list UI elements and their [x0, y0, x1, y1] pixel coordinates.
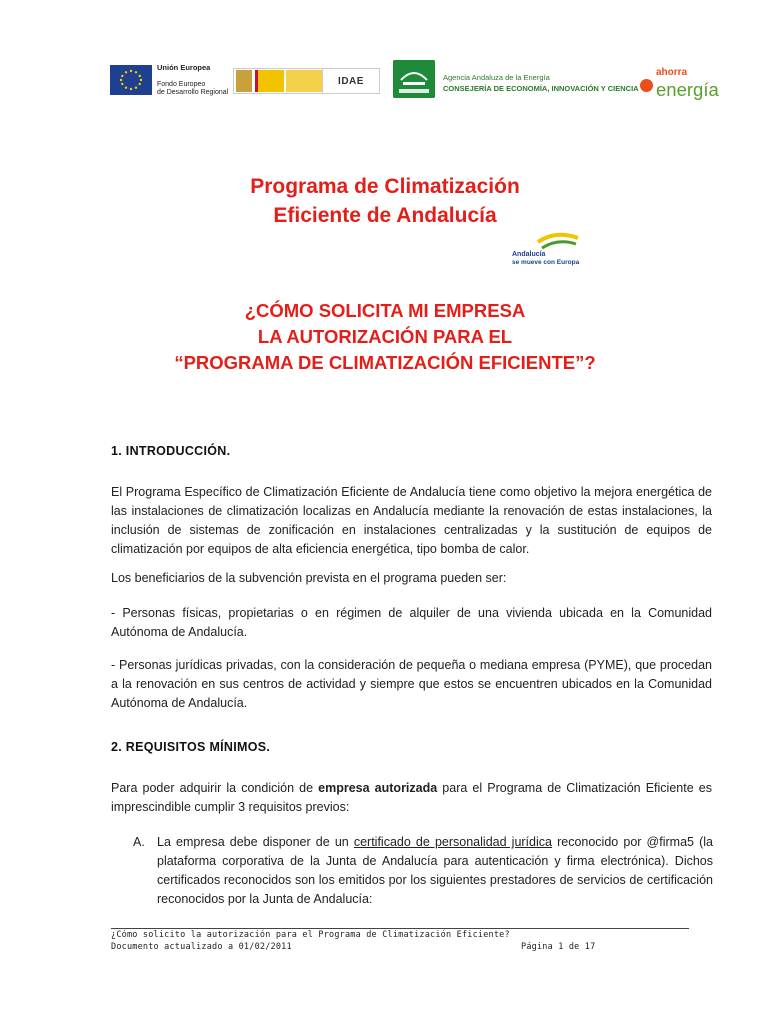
consejeria-name: CONSEJERÍA DE ECONOMÍA, INNOVACIÓN Y CIENCIA — [443, 84, 639, 93]
document-title: Programa de Climatización Eficiente de Andalucía — [250, 175, 520, 227]
section-2-heading: 2. REQUISITOS MÍNIMOS. — [111, 740, 271, 754]
junta-andalucia-logo — [393, 60, 435, 98]
footer-page-number: Página 1 de 17 — [521, 942, 596, 952]
ahorra-energia-logo: ahorra energía — [640, 68, 719, 103]
footer-doc-title: ¿Cómo solicito la autorización para el Programa de Climatización Eficiente? — [111, 930, 510, 940]
agency-name: Agencia Andaluza de la Energía — [443, 73, 550, 82]
section-1-heading: 1. INTRODUCCIÓN. — [111, 444, 231, 458]
beneficiary-item-1: - Personas físicas, propietarias o en régimen de alquiler de una vivienda ubicada en la Comunidad Autónoma de Andalucía. — [111, 606, 712, 639]
idae-logo: IDAE — [322, 68, 380, 94]
question-heading: ¿CÓMO SOLICITA MI EMPRESA LA AUTORIZACIÓN PARA EL “PROGRAMA DE CLIMATIZACIÓN EFICIENTE”? — [174, 300, 596, 373]
requirement-item-a — [133, 833, 713, 909]
agency-logo-text — [443, 72, 639, 94]
beneficiary-item-2: - Personas jurídicas privadas, con la consideración de pequeña o mediana empresa (PYME), que procedan a la renovación en sus centros de actividad y siempre que estos se encuentren ubicados en la Comunidad Autónoma de Andalucía. — [111, 658, 712, 710]
certificado-link[interactable]: certificado de personalidad jurídica — [353, 835, 552, 849]
eu-title: Unión Europea — [157, 63, 211, 72]
spain-crest-icon — [236, 70, 252, 92]
eu-fund-line1: Fondo Europeo — [157, 81, 206, 88]
eu-logo-text — [157, 64, 228, 97]
intro-paragraph-2: Los beneficiarios de la subvención prevista en el programa pueden ser: — [111, 571, 507, 585]
empresa-autorizada-emphasis: empresa autorizada — [318, 781, 438, 795]
intro-paragraph-1: El Programa Específico de Climatización Eficiente de Andalucía tiene como objetivo la mejora energética de las instalaciones de climatización localizas en Andalucía mediante la renovación de estas instalaciones, la inclusión de sistemas de zonificación en instalaciones centralizadas y la sustitución de equipos de climatización por equipos de alta eficiencia energética, tipo bomba de calor. — [111, 485, 712, 556]
footer-updated-date: Documento actualizado a 01/02/2011 — [111, 942, 292, 952]
svg-text:Andalucía: Andalucía — [512, 251, 546, 258]
item-label: A. — [133, 835, 145, 849]
andalucia-europa-logo — [512, 232, 582, 266]
eu-fund-line2: de Desarrollo Regional — [157, 89, 229, 96]
ahorra-icon — [640, 79, 653, 92]
eu-flag-logo — [110, 65, 152, 95]
svg-text:se mueve con Europa: se mueve con Europa — [512, 259, 580, 266]
requisitos-intro: Para poder adquirir la condición de empresa autorizada para el Programa de Climatización Eficiente es imprescindible cumplir 3 requisitos previos: — [111, 781, 712, 814]
spain-government-logo — [233, 68, 323, 94]
footer-divider — [111, 928, 689, 929]
item-body: La empresa debe disponer de un certificado de personalidad jurídica reconocido por @firma5 (la plataforma corporativa de la Junta de Andalucía para autenticación y firma electrónica). Dichos certificados reconocidos son los emitidos por los siguientes prestadores de servicios de certificación reconocidos por la Junta de Andalucía: — [157, 835, 713, 906]
